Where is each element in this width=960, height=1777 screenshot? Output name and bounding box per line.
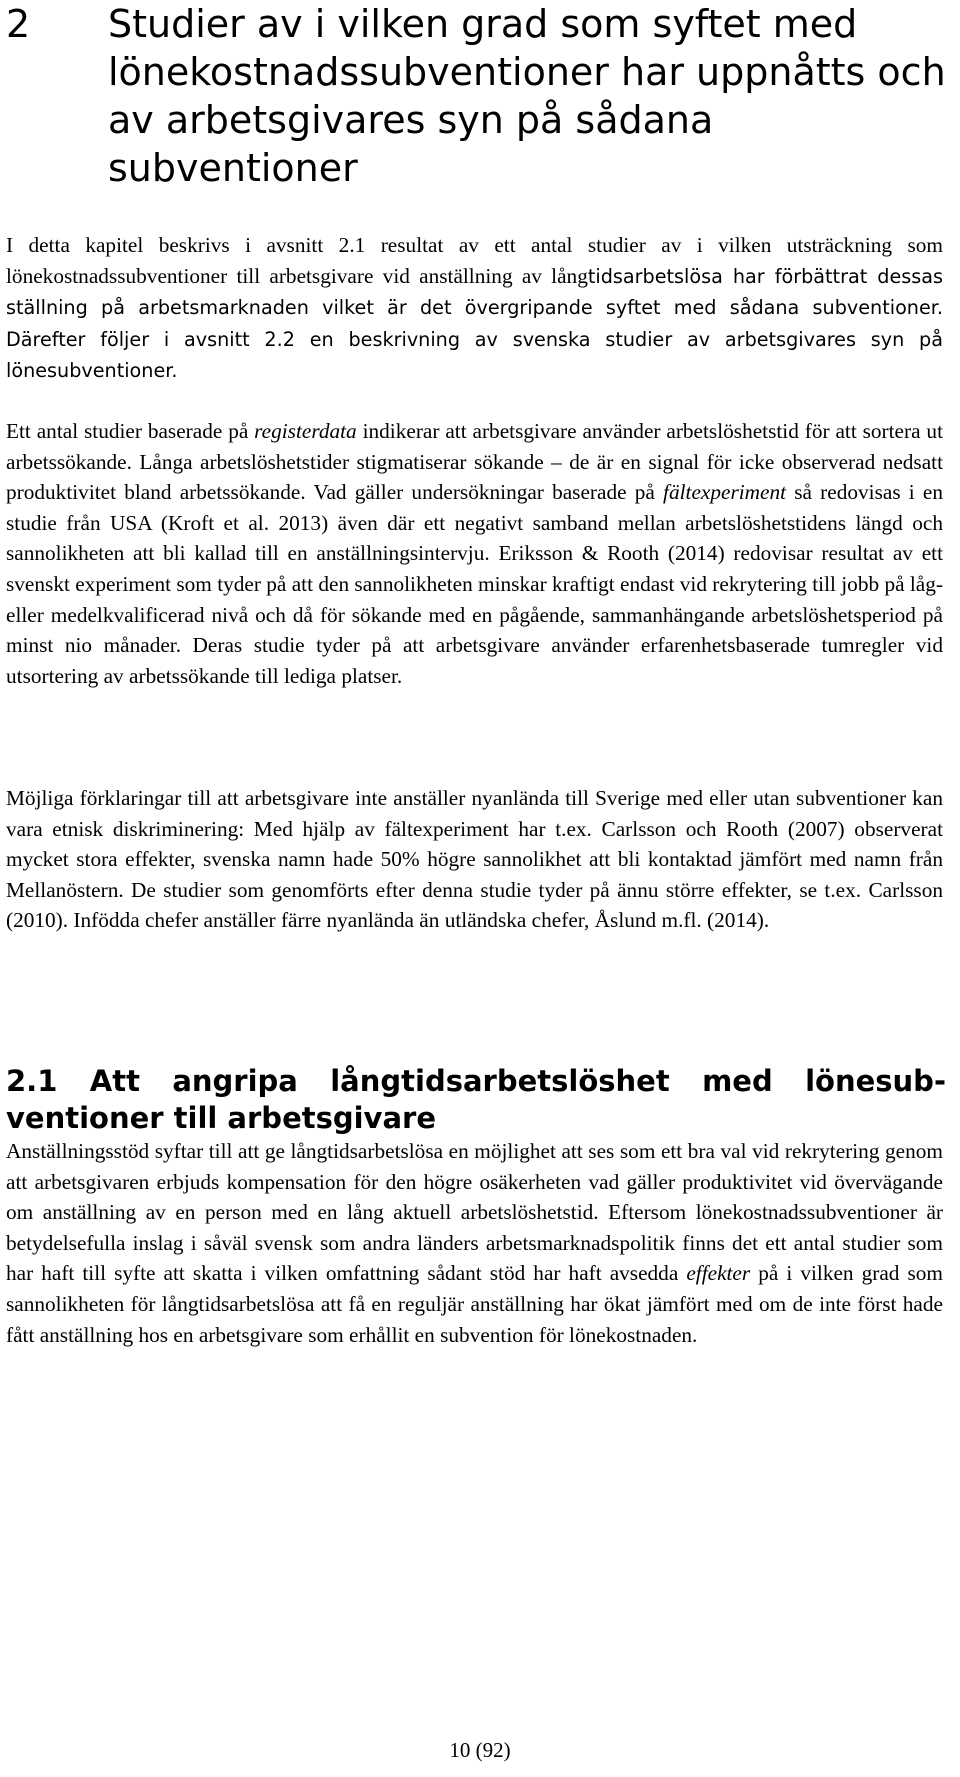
section-heading xyxy=(6,1063,946,1137)
section-title: Att angripa långtidsarbetslöshet med lönesubventioner till arbetsgivare xyxy=(6,1064,946,1135)
paragraph-1 xyxy=(6,230,943,387)
paragraph-1-serif-part: I detta kapitel beskrivs i avsnitt 2.1 resultat av ett antal studier av i vilken utsträckning som lönekostnadssubventioner till arbetsgivare vid anställning av lång xyxy=(6,233,943,288)
paragraph-3: Möjliga förklaringar till att arbetsgivare inte anställer nyanlända till Sverige med eller utan subventioner kan vara etnisk diskriminering: Med hjälp av fältexperiment har t.ex. Carlsson och Rooth (2007) observerat mycket stora effekter, svenska namn hade 50% högre sannolikhet att bli kontaktad jämfört med namn från Mellanöstern. De studier som genomförts efter denna studie tyder på ännu större effekter, se t.ex. Carlsson (2010). Infödda chefer anställer färre nyanlända än utländska chefer, Åslund m.fl. (2014). xyxy=(6,786,943,933)
paragraph-2 xyxy=(6,416,943,691)
section-number: 2.1 xyxy=(6,1064,58,1098)
paragraph-2-text-c: så redovisas i en studie från USA (Kroft et al. 2013) även där ett negativt samband mellan arbetslöshetstidens längd och sannolikheten att bli kallad till en anställningsintervju. Eriksson & Rooth (2014) redovisar resultat av ett svenskt experiment som tyder på att den sannolikheten minskar kraftigt endast vid rekrytering till jobb på lågeller medelkvalificerad nivå och då för sökande med en pågående, sammanhängande arbetslöshetsperiod på minst nio månader. Deras studie tyder på att arbetsgivare använder erfarenhetsbaserade tumregler vid utsortering av arbetssökande till lediga platser. xyxy=(6,480,943,688)
paragraph-4 xyxy=(6,1136,943,1350)
chapter-title: Studier av i vilken grad som syftet med lönekostnadssubventioner har uppnåtts och av arbetsgivares syn på sådana subventioner xyxy=(108,2,946,190)
paragraph-4-text-a: Anställningsstöd syftar till att ge långtidsarbetslösa en möjlighet att ses som ett bra val vid rekrytering genom att arbetsgivaren erbjuds kompensation för den högre osäkerheten vad gäller produktivitet vid övervägande om anställning av en person med en lång aktuell arbetslöshetstid. Eftersom lönekostnadssubventioner är betydelsefulla inslag i såväl svensk som andra länders arbetsmarknadspolitik finns det ett antal studier som har haft till syfte att skatta i vilken omfattning sådant stöd har haft avsedda xyxy=(6,1139,943,1286)
paragraph-2-text-b: indikerar att arbetsgivare använder arbetslöshetstid för att sortera ut arbetssökande. Långa arbetslöshetstider stigmatiserar sökande – de är en signal för icke observerad nedsatt produktivitet bland arbetssökande. Vad gäller undersökningar baserade på xyxy=(6,419,943,505)
emphasis-effekter: effekter xyxy=(686,1261,751,1286)
page-number: 10 (92) xyxy=(449,1738,511,1762)
chapter-number: 2 xyxy=(6,2,31,46)
chapter-heading xyxy=(6,0,946,192)
emphasis-faltexperiment: fältexperiment xyxy=(663,480,787,505)
paragraph-4-text-b: på i vilken grad som sannolikheten för långtidsarbetslösa att få en reguljär anställning har ökat jämfört med om de inte först hade fått anställning hos en arbetsgivare som erhållit en subvention för lönekostnaden. xyxy=(6,1261,943,1347)
emphasis-registerdata: registerdata xyxy=(254,419,357,443)
paragraph-2-text-a: Ett antal studier baserade på xyxy=(6,419,255,443)
paragraph-1-sans-part: tidsarbetslösa har förbättrat dessas ställning på arbetsmarknaden vilket är det övergripande syftet med sådana subventioner. Därefter följer i avsnitt 2.2 en beskrivning av svenska studier av arbetsgivares syn på lönesubventioner. xyxy=(6,264,943,383)
